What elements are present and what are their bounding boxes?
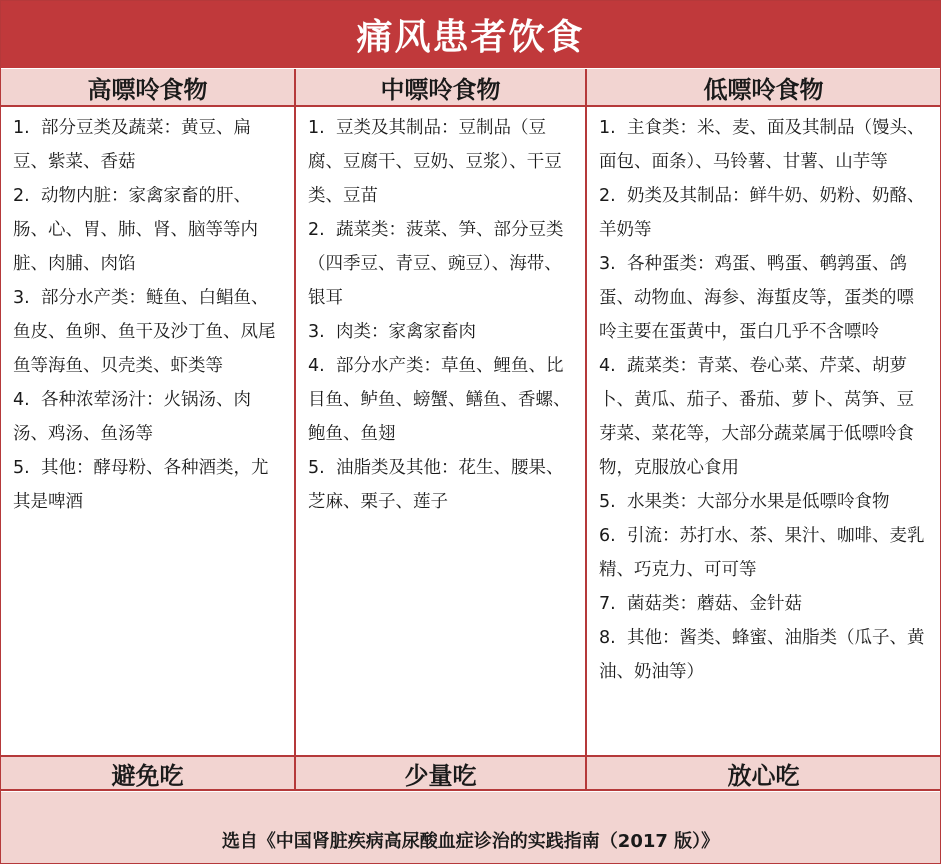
column-high-purine: [1, 107, 294, 755]
list-item: 1. 主食类：米、麦、面及其制品（馒头、面包、面条）、马铃薯、甘薯、山芋等: [599, 118, 925, 172]
list-item: 3. 各种蛋类：鸡蛋、鸭蛋、鹌鹑蛋、鸽蛋、动物血、海参、海蜇皮等，蛋类的嘌呤主要在蛋黄中，蛋白几乎不含嘌呤: [599, 254, 914, 342]
list-item: 2. 奶类及其制品：鲜牛奶、奶粉、奶酪、羊奶等: [599, 186, 925, 240]
column-divider: [585, 69, 587, 791]
footer-moderate: 少量吃: [296, 755, 585, 791]
list-item: 3. 肉类：家禽家畜肉: [308, 322, 476, 342]
column-mid-purine: [296, 107, 585, 755]
list-item: 5. 油脂类及其他：花生、腰果、芝麻、栗子、莲子: [308, 458, 564, 512]
list-item: 4. 蔬菜类：青菜、卷心菜、芹菜、胡萝卜、黄瓜、茄子、番茄、萝卜、莴笋、豆芽菜、菜花等，大部分蔬菜属于低嘌呤食物，克服放心食用: [599, 356, 914, 478]
source-citation: 选自《中国肾脏疾病高尿酸血症诊治的实践指南（2017 版）》: [1, 792, 940, 863]
list-item: 1. 部分豆类及蔬菜：黄豆、扁豆、紫菜、香菇: [13, 118, 251, 172]
column-divider: [294, 69, 296, 791]
list-item: 1. 豆类及其制品：豆制品（豆腐、豆腐干、豆奶、豆浆）、干豆类、豆苗: [308, 118, 562, 206]
header-mid-purine: 中嘌呤食物: [296, 69, 585, 107]
column-low-purine: [587, 107, 940, 755]
list-item: 2. 蔬菜类：菠菜、笋、部分豆类（四季豆、青豆、豌豆）、海带、银耳: [308, 220, 564, 308]
list-item: 4. 各种浓荤汤汁：火锅汤、肉汤、鸡汤、鱼汤等: [13, 390, 251, 444]
list-item: 2. 动物内脏：家禽家畜的肝、肠、心、胃、肺、肾、脑等等内脏、肉脯、肉馅: [13, 186, 258, 274]
footer-avoid: 避免吃: [1, 755, 294, 791]
list-item: 5. 其他：酵母粉、各种酒类，尤其是啤酒: [13, 458, 269, 512]
list-item: 3. 部分水产类：鲢鱼、白鲳鱼、鱼皮、鱼卵、鱼干及沙丁鱼、凤尾鱼等海鱼、贝壳类、虾类等: [13, 288, 276, 376]
table-title: 痛风患者饮食: [1, 1, 940, 68]
list-item: 7. 菌菇类：蘑菇、金针菇: [599, 594, 802, 614]
list-item: 8. 其他：酱类、蜂蜜、油脂类（瓜子、黄油、奶油等）: [599, 628, 925, 682]
footer-safe: 放心吃: [587, 755, 940, 791]
list-item: 5. 水果类：大部分水果是低嘌呤食物: [599, 492, 890, 512]
header-low-purine: 低嘌呤食物: [587, 69, 940, 107]
list-item: 6. 引流：苏打水、茶、果汁、咖啡、麦乳精、巧克力、可可等: [599, 526, 925, 580]
header-high-purine: 高嘌呤食物: [1, 69, 294, 107]
list-item: 4. 部分水产类：草鱼、鲤鱼、比目鱼、鲈鱼、螃蟹、鳝鱼、香螺、鲍鱼、鱼翅: [308, 356, 571, 444]
